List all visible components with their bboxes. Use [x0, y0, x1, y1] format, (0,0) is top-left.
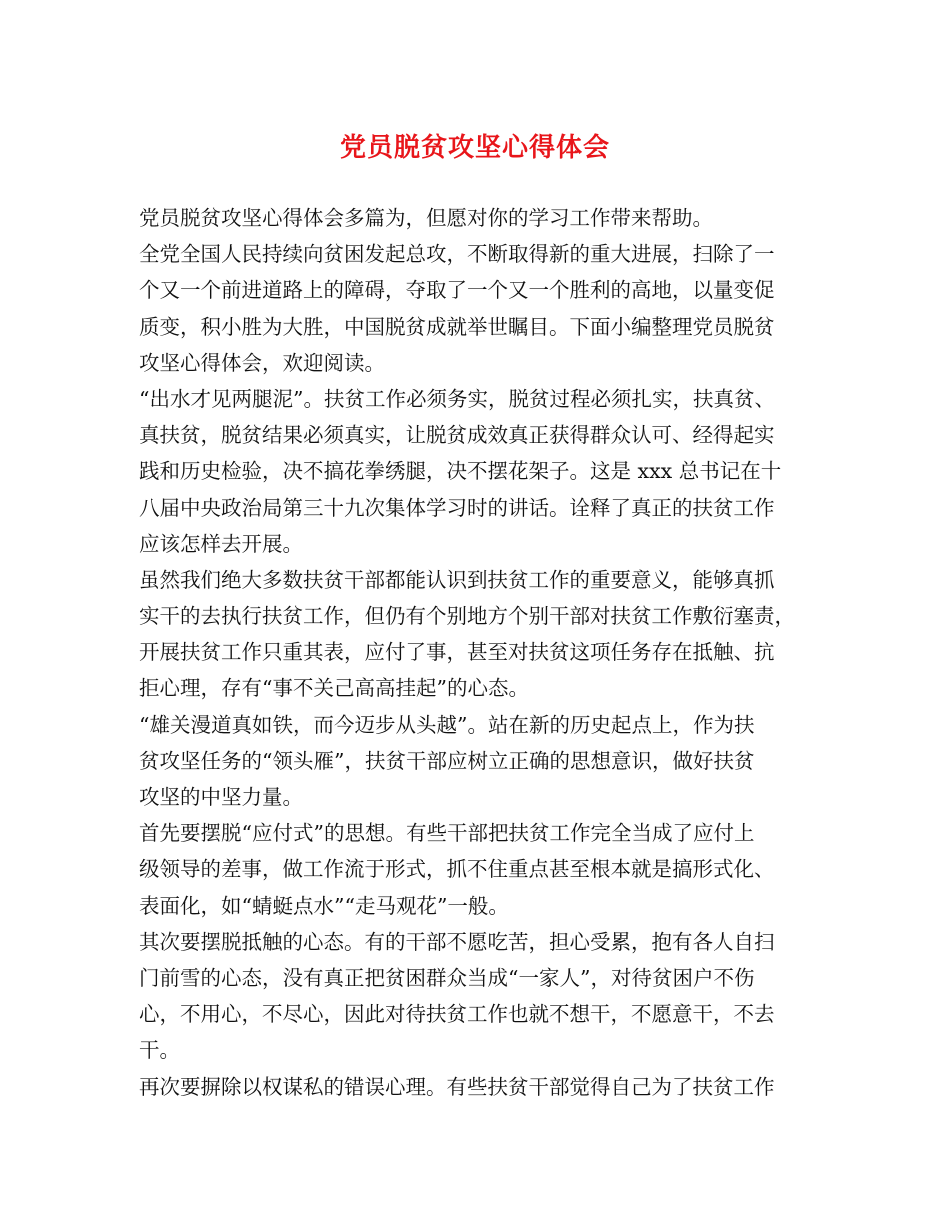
body-text-line: 拒心理，存有“事不关己高高挂起”的心态。 [139, 676, 529, 701]
document-title: 党员脱贫攻坚心得体会 [339, 133, 610, 163]
body-text-line: 其次要摆脱抵触的心态。有的干部不愿吃苦，担心受累，抱有各人自扫 [139, 929, 775, 954]
body-text-line: 再次要摒除以权谋私的错误心理。有些扶贫干部觉得自己为了扶贫工作 [139, 1074, 775, 1099]
body-text-line: 干。 [139, 1038, 180, 1063]
body-text-line: 贫攻坚任务的“领头雁”，扶贫干部应树立正确的思想意识，做好扶贫 [139, 748, 755, 773]
body-text-line: 践和历史检验，决不搞花拳绣腿，决不摆花架子。这是 xxx 总书记在十 [139, 459, 782, 484]
body-text-line: 应该怎样去开展。 [139, 531, 303, 556]
body-text-line: 首先要摆脱“应付式”的思想。有些干部把扶贫工作完全当成了应付上 [139, 821, 755, 846]
body-text-line: 实干的去执行扶贫工作，但仍有个别地方个别干部对扶贫工作敷衍塞责， [139, 604, 795, 629]
body-text-line: 级领导的差事，做工作流于形式，抓不住重点甚至根本就是搞形式化、 [139, 857, 775, 882]
body-text-line: 虽然我们绝大多数扶贫干部都能认识到扶贫工作的重要意义，能够真抓 [139, 567, 775, 592]
body-text-line: 攻坚心得体会，欢迎阅读。 [139, 350, 385, 375]
body-text-line: 开展扶贫工作只重其表，应付了事，甚至对扶贫这项任务存在抵触、抗 [139, 640, 775, 665]
body-text-line: 表面化，如“蜻蜓点水”“走马观花”一般。 [139, 893, 509, 918]
body-text-line: 质变，积小胜为大胜，中国脱贫成就举世瞩目。下面小编整理党员脱贫 [139, 314, 775, 339]
body-text-line: “雄关漫道真如铁，而今迈步从头越”。站在新的历史起点上，作为扶 [139, 712, 755, 737]
body-text-line: 门前雪的心态，没有真正把贫困群众当成“一家人”，对待贫困户不伤 [139, 965, 755, 990]
body-text-line: 全党全国人民持续向贫困发起总攻，不断取得新的重大进展，扫除了一 [139, 242, 775, 267]
body-text-line: 个又一个前进道路上的障碍，夺取了一个又一个胜利的高地，以量变促 [139, 278, 775, 303]
body-text-line: 八届中央政治局第三十九次集体学习时的讲话。诠释了真正的扶贫工作 [139, 495, 775, 520]
body-text-line: 心，不用心，不尽心，因此对待扶贫工作也就不想干，不愿意干，不去 [139, 1002, 775, 1027]
body-text-line: “出水才见两腿泥”。扶贫工作必须务实，脱贫过程必须扎实，扶真贫、 [139, 386, 775, 411]
body-text-line: 攻坚的中坚力量。 [139, 785, 303, 809]
document-body [139, 200, 829, 1105]
body-text-line: 真扶贫，脱贫结果必须真实，让脱贫成效真正获得群众认可、经得起实 [139, 423, 775, 448]
body-text-line: 党员脱贫攻坚心得体会多篇为，但愿对你的学习工作带来帮助。 [139, 206, 713, 230]
